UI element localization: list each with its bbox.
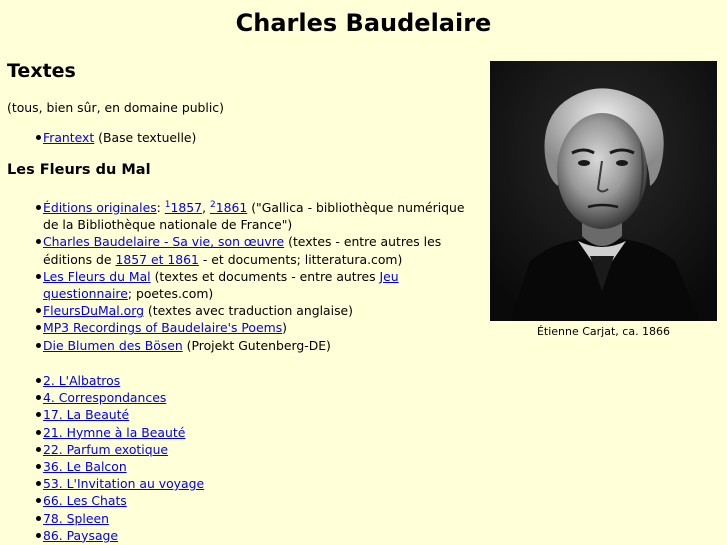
poem-item: [7, 424, 307, 441]
mp3-desc: ): [282, 320, 287, 336]
frantext-link[interactable]: Frantext: [43, 130, 95, 145]
editions-desc: ("Gallica - bibliothèque numérique de la Bibliothèque nationale de France"): [43, 200, 465, 233]
poem-link[interactable]: 22. Parfum exotique: [43, 441, 169, 457]
section-heading-textes: Textes: [7, 60, 76, 82]
fleursdumal-org-link[interactable]: FleursDuMal.org: [43, 303, 144, 319]
mp3-recordings-link[interactable]: MP3 Recordings of Baudelaire's Poems: [43, 320, 283, 336]
fleursdumal-desc: (textes avec traduction anglaise): [143, 303, 353, 319]
poem-link[interactable]: 17. La Beauté: [43, 407, 130, 423]
sa-vie-desc: (textes - entre autres les éditions de: [43, 234, 442, 267]
sup-1: 1: [164, 200, 171, 210]
edition-1861-link[interactable]: [210, 200, 247, 215]
poem-item: [7, 510, 307, 527]
blumen-des-bosen-link[interactable]: Die Blumen des Bösen: [43, 337, 183, 353]
list-item: [7, 319, 482, 336]
poem-item: [7, 389, 307, 406]
fleurs-du-mal-desc: (textes et documents - entre autres: [150, 268, 380, 284]
jeu-questionnaire-link[interactable]: Jeu questionnaire: [43, 268, 399, 302]
edition-1857-link[interactable]: [165, 200, 202, 215]
list-item: [7, 129, 477, 146]
editions-originales-link[interactable]: Éditions originales: [43, 200, 157, 215]
poem-link[interactable]: 21. Hymne à la Beauté: [43, 424, 186, 440]
fleurs-du-mal-link[interactable]: Les Fleurs du Mal: [43, 268, 151, 284]
editions-comma: ,: [202, 200, 210, 215]
poem-item: [7, 492, 307, 509]
editions-colon: :: [156, 200, 165, 215]
editions-1857-1861-link[interactable]: 1857 et 1861: [115, 251, 199, 267]
list-item: [7, 268, 482, 302]
blumen-desc: (Projekt Gutenberg-DE): [182, 337, 331, 353]
edition-1861-label: 1861: [215, 200, 248, 215]
poems-list: [7, 372, 307, 544]
poem-item: [7, 372, 307, 389]
poem-link[interactable]: 4. Correspondances: [43, 390, 167, 406]
portrait-caption: Étienne Carjat, ca. 1866: [536, 325, 671, 338]
fleurs-list: [7, 199, 482, 354]
poem-item: [7, 441, 307, 458]
fleurs-du-mal-desc-end: ; poetes.com): [127, 286, 214, 302]
baudelaire-portrait-photo: [490, 61, 717, 321]
poem-link[interactable]: 36. Le Balcon: [43, 459, 127, 475]
page-title: Charles Baudelaire: [235, 9, 492, 37]
poem-link[interactable]: 78. Spleen: [43, 510, 109, 526]
poem-item: [7, 406, 307, 423]
poem-link[interactable]: 86. Paysage: [43, 527, 119, 543]
list-item: [7, 199, 482, 233]
poem-link[interactable]: 53. L'Invitation au voyage: [43, 476, 205, 492]
frantext-desc: (Base textuelle): [94, 130, 197, 145]
textes-list: [7, 129, 477, 146]
list-item: [7, 337, 482, 354]
section-heading-fleurs: Les Fleurs du Mal: [7, 162, 151, 178]
sa-vie-desc-end: - et documents; litteratura.com): [198, 251, 403, 267]
sa-vie-link[interactable]: Charles Baudelaire - Sa vie, son œuvre: [43, 234, 285, 250]
edition-1857-label: 1857: [170, 200, 203, 215]
poem-item: [7, 475, 307, 492]
poem-link[interactable]: 2. L'Albatros: [43, 373, 121, 388]
portrait-image: [490, 61, 717, 321]
list-item: [7, 233, 482, 267]
poem-link[interactable]: 66. Les Chats: [43, 493, 127, 509]
sup-2: 2: [209, 200, 216, 210]
poem-item: [7, 527, 307, 544]
list-item: [7, 302, 482, 319]
poem-item: [7, 458, 307, 475]
textes-intro: (tous, bien sûr, en domaine public): [7, 100, 224, 115]
